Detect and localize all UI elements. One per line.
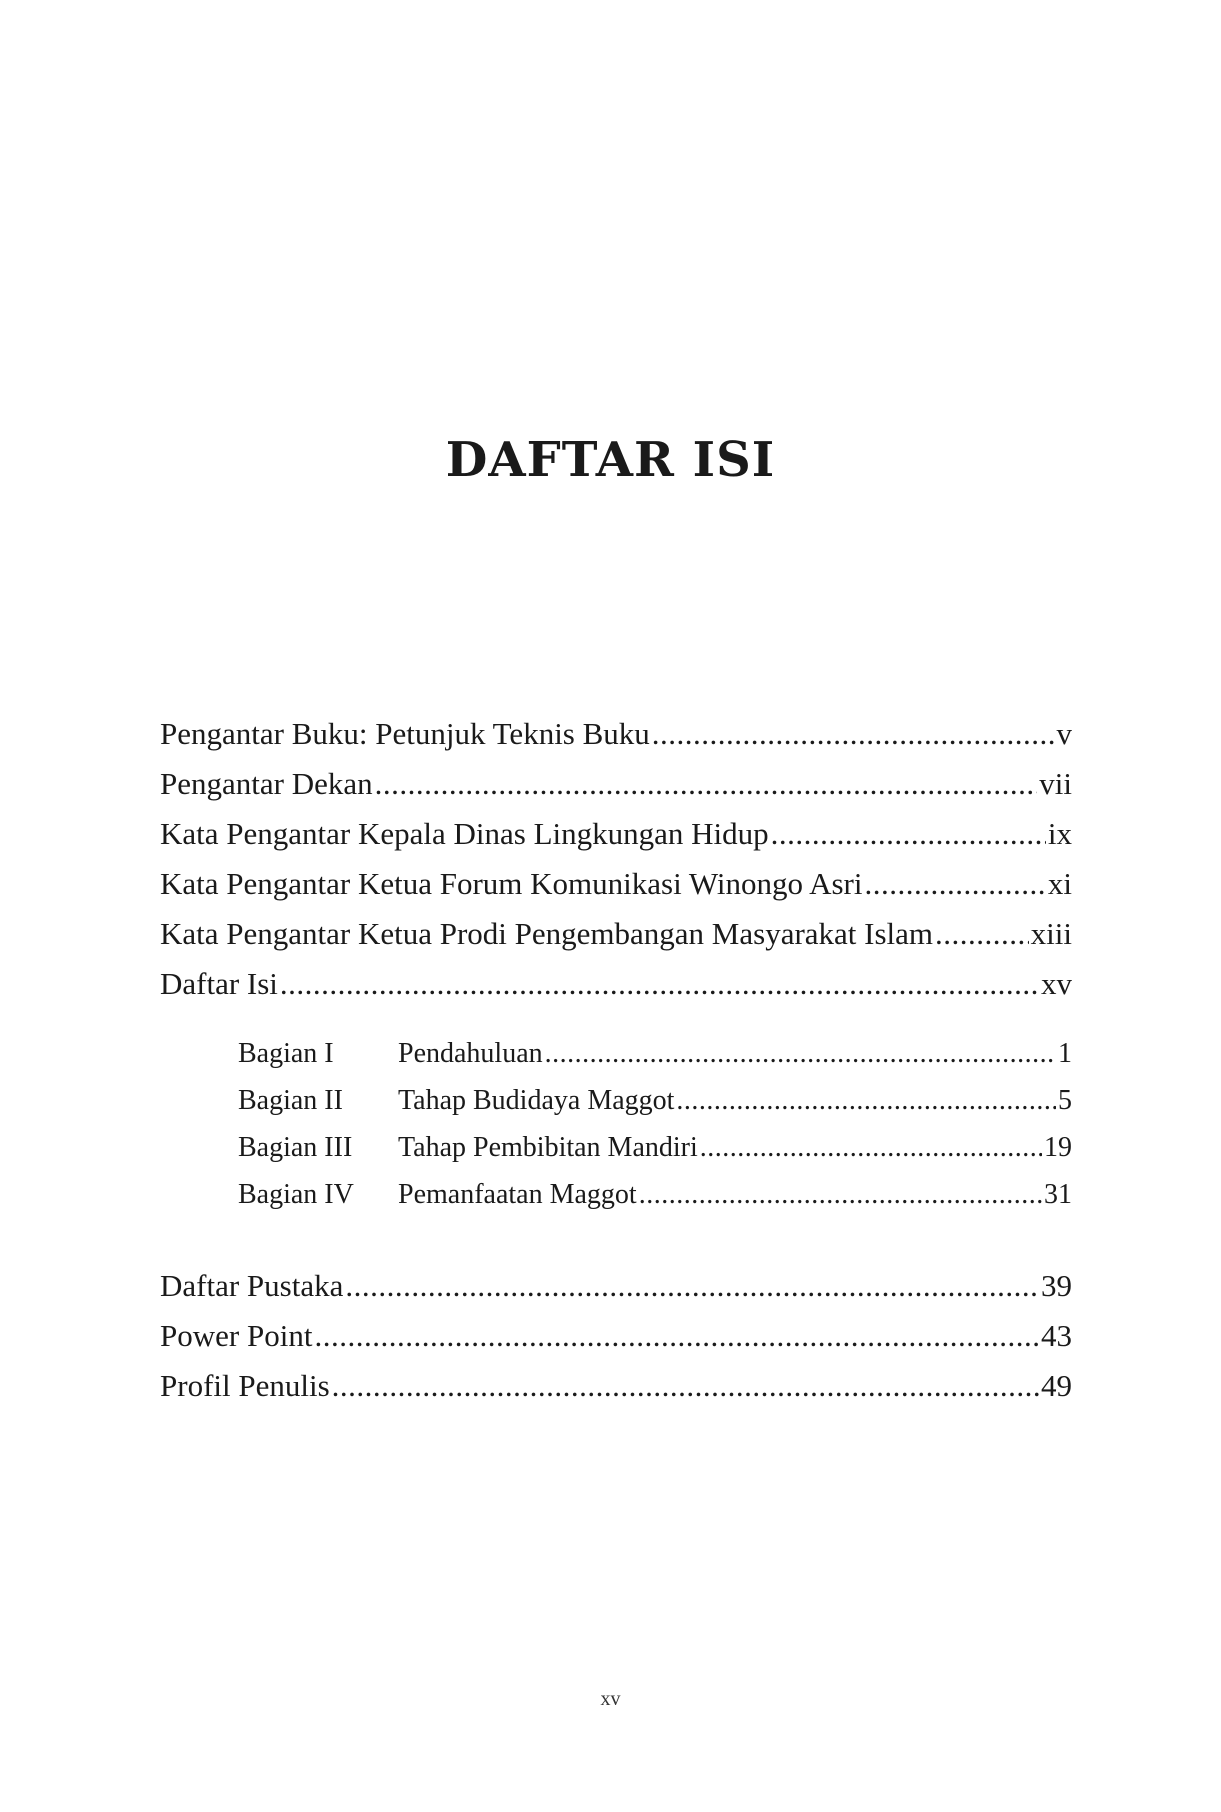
toc-chapter[interactable] xyxy=(238,1130,1072,1166)
toc-chapter-page: 19 xyxy=(1044,1132,1072,1163)
toc-entry-page: xiii xyxy=(1030,916,1072,951)
toc-entry-label: Pengantar Dekan xyxy=(160,766,373,801)
toc-entry-label: Kata Pengantar Ketua Forum Komunikasi Winongo Asri xyxy=(160,866,863,901)
toc-entry[interactable] xyxy=(160,914,1072,954)
toc-chapter-label: Tahap Budidaya Maggot xyxy=(398,1085,675,1116)
toc-entry-page: xv xyxy=(1041,966,1072,1001)
leader-dots xyxy=(700,1130,1042,1166)
leader-dots xyxy=(314,1316,1039,1356)
toc-entry-page: xi xyxy=(1047,866,1072,901)
toc-entry-label: Kata Pengantar Ketua Prodi Pengembangan Masyarakat Islam xyxy=(160,916,934,951)
toc-entry-page: ix xyxy=(1047,816,1072,851)
toc-chapter[interactable] xyxy=(238,1036,1072,1072)
toc-entry[interactable] xyxy=(160,814,1072,854)
toc-entry-page: v xyxy=(1056,716,1072,751)
toc-entry-page: 39 xyxy=(1041,1268,1072,1303)
toc-chapter-label: Tahap Pembibitan Mandiri xyxy=(398,1132,698,1163)
toc-entry-page: 49 xyxy=(1041,1368,1072,1403)
toc-chapter-page: 5 xyxy=(1058,1085,1072,1116)
leader-dots xyxy=(280,964,1039,1004)
toc-chapter-label: Pemanfaatan Maggot xyxy=(398,1179,637,1210)
toc-entry-label: Daftar Pustaka xyxy=(160,1268,344,1303)
page-number: xv xyxy=(600,1688,621,1710)
toc-entry-label: Kata Pengantar Kepala Dinas Lingkungan Hidup xyxy=(160,816,769,851)
toc-entry[interactable] xyxy=(160,864,1072,904)
leader-dots xyxy=(864,864,1045,904)
toc-entry-label: Power Point xyxy=(160,1318,313,1353)
leader-dots xyxy=(345,1266,1039,1306)
toc-chapter[interactable] xyxy=(238,1083,1072,1119)
toc-entry-label: Profil Penulis xyxy=(160,1368,330,1403)
toc-entry[interactable] xyxy=(160,1266,1072,1306)
leader-dots xyxy=(935,914,1029,954)
toc-entry[interactable] xyxy=(160,1316,1072,1356)
toc-chapter-part: Bagian I xyxy=(238,1038,334,1069)
leader-dots xyxy=(771,814,1046,854)
toc-chapter-label: Pendahuluan xyxy=(398,1038,543,1069)
leader-dots xyxy=(375,764,1038,804)
leader-dots xyxy=(545,1036,1056,1072)
toc-chapter-page: 31 xyxy=(1044,1179,1072,1210)
leader-dots xyxy=(676,1083,1056,1119)
toc-entry-page: 43 xyxy=(1041,1318,1072,1353)
toc-chapter-part: Bagian IV xyxy=(238,1179,354,1210)
toc-chapter[interactable] xyxy=(238,1177,1072,1213)
toc-entry[interactable] xyxy=(160,764,1072,804)
toc-entry-label: Pengantar Buku: Petunjuk Teknis Buku xyxy=(160,716,650,751)
leader-dots xyxy=(652,714,1055,754)
toc-entry[interactable] xyxy=(160,964,1072,1004)
toc-chapter-part: Bagian II xyxy=(238,1085,343,1116)
leader-dots xyxy=(332,1366,1039,1406)
toc-entry[interactable] xyxy=(160,714,1072,754)
toc-entry-page: vii xyxy=(1039,766,1072,801)
toc-entry-label: Daftar Isi xyxy=(160,966,278,1001)
leader-dots xyxy=(639,1177,1042,1213)
toc-entry[interactable] xyxy=(160,1366,1072,1406)
page-title: DAFTAR ISI xyxy=(445,432,776,488)
toc-chapter-part: Bagian III xyxy=(238,1132,353,1163)
toc-chapter-page: 1 xyxy=(1058,1038,1072,1069)
